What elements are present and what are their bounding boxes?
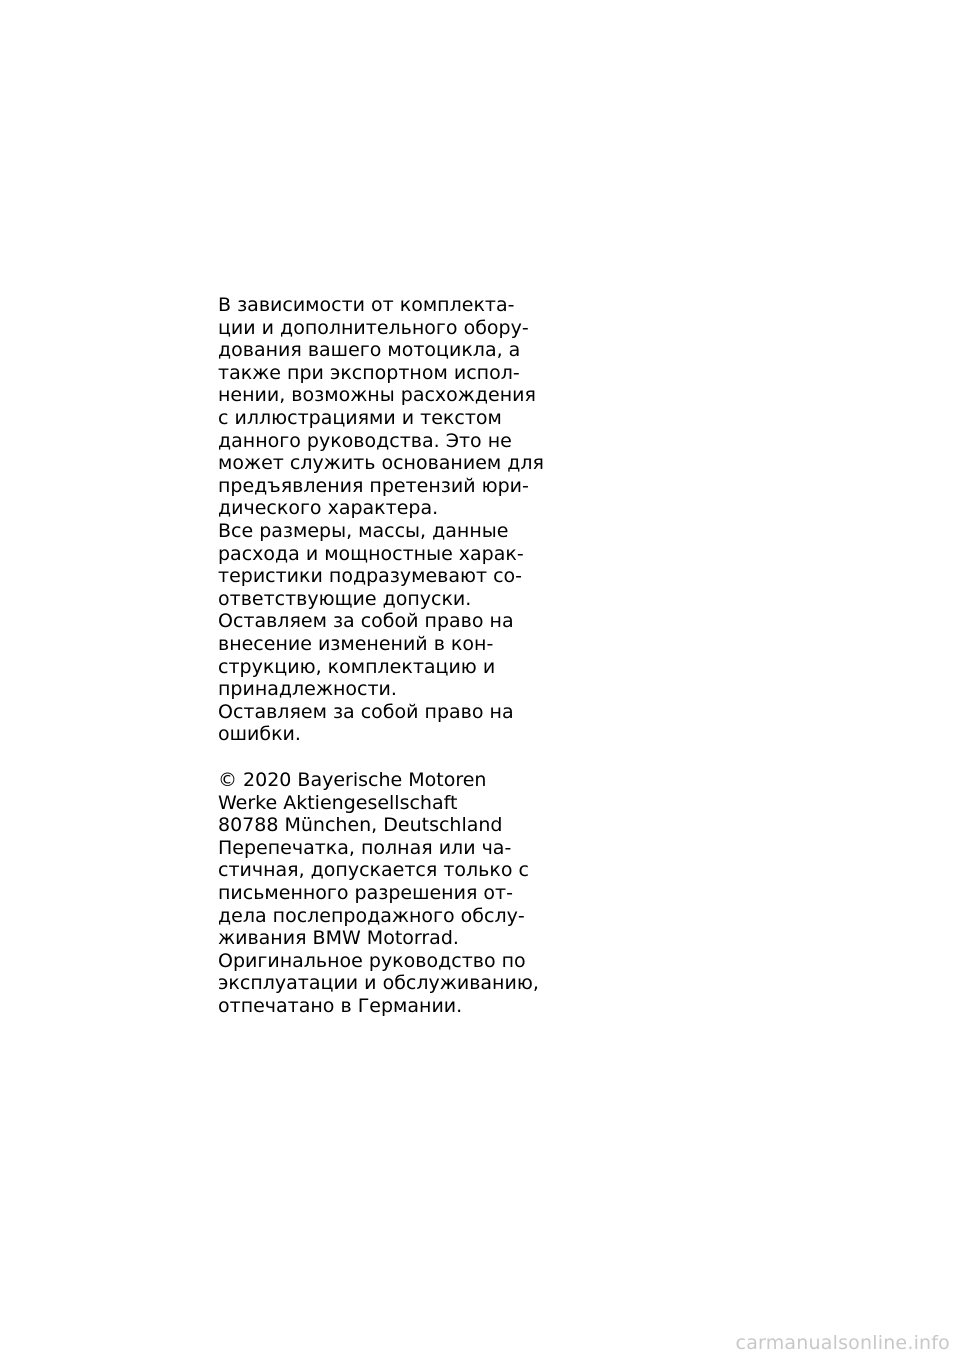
text-line: Werke Aktiengesellschaft: [218, 791, 458, 814]
text-line: ответствующие допуски.: [218, 587, 472, 610]
text-line: стичная, допускается только с: [218, 859, 529, 882]
watermark: carmanualsonline.info: [735, 1332, 950, 1354]
text-line: ции и дополнительного обору-: [218, 316, 529, 339]
text-line: предъявления претензий юри-: [218, 474, 529, 497]
text-line: В зависимости от комплекта-: [218, 294, 515, 316]
text-line: Оригинальное руководство по: [218, 949, 526, 972]
text-line: принадлежности.: [218, 678, 397, 701]
text-line: также при экспортном испол-: [218, 361, 520, 384]
text-line: нении, возможны расхождения: [218, 384, 536, 407]
text-line: расхода и мощностные харак-: [218, 542, 524, 565]
text-line: данного руководства. Это не: [218, 429, 512, 452]
text-line: отпечатано в Германии.: [218, 994, 463, 1017]
text-line: ошибки.: [218, 723, 301, 746]
text-line: живания BMW Motorrad.: [218, 927, 459, 950]
text-line: внесение изменений в кон-: [218, 632, 494, 655]
text-line: дела послепродажного обслу-: [218, 904, 525, 927]
text-line: © 2020 Bayerische Motoren: [218, 769, 487, 791]
text-line: дования вашего мотоцикла, а: [218, 339, 521, 362]
disclaimer-text: [218, 294, 544, 746]
text-line: Оставляем за собой право на: [218, 610, 514, 633]
text-line: струкцию, комплектацию и: [218, 655, 496, 678]
copyright-text: [218, 769, 539, 1018]
text-line: эксплуатации и обслуживанию,: [218, 972, 539, 995]
text-line: письменного разрешения от-: [218, 881, 513, 904]
text-line: может служить основанием для: [218, 452, 544, 475]
text-line: 80788 München, Deutschland: [218, 814, 503, 837]
text-line: с иллюстрациями и текстом: [218, 406, 502, 429]
text-line: Оставляем за собой право на: [218, 700, 514, 723]
text-line: дического характера.: [218, 497, 439, 520]
text-line: Все размеры, массы, данные: [218, 519, 509, 542]
text-line: Перепечатка, полная или ча-: [218, 836, 512, 859]
text-line: теристики подразумевают со-: [218, 565, 523, 588]
